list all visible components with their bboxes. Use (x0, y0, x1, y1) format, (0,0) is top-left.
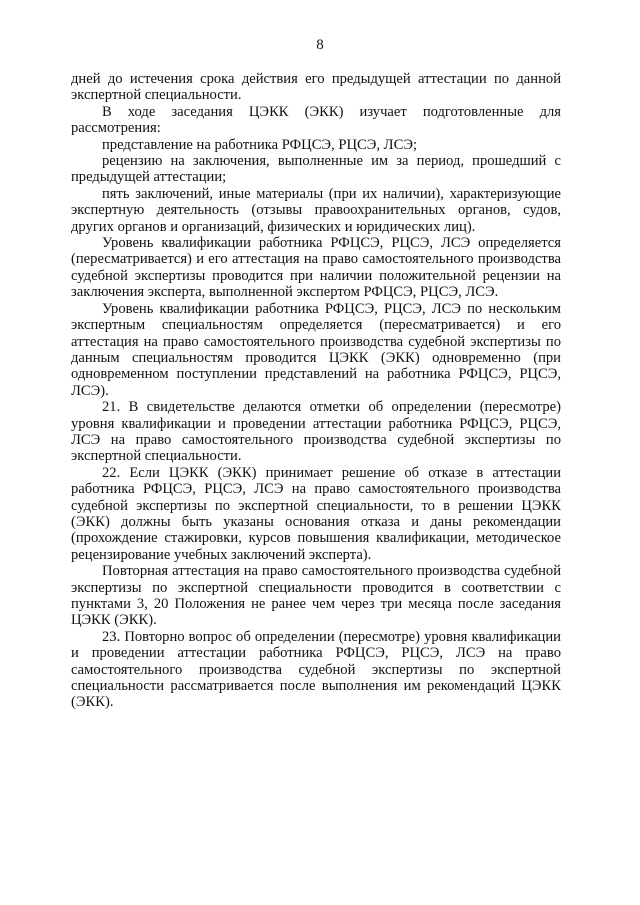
clause-23: 23. Повторно вопрос об определении (пересмотре) уровня квалификации и проведении аттестации работника РФЦСЭ, РЦСЭ, ЛСЭ на право самостоятельного производства судебной экспертизы по экспертной специальности рассматривается после выполнения им рекомендаций ЦЭКК (ЭКК). (71, 628, 561, 711)
paragraph-qualification-level: Уровень квалификации работника РФЦСЭ, РЦСЭ, ЛСЭ определяется (пересматривается) и его аттестация на право самостоятельного производства судебной экспертизы проводится при наличии положительной рецензии на заключения эксперта, выполненной экспертом РФЦСЭ, РЦСЭ, ЛСЭ. (71, 235, 561, 301)
list-item-conclusions: пять заключений, иные материалы (при их наличии), характеризующие экспертную деятельность (отзывы правоохранительных органов, судов, других органов и организаций, физических и юридических лиц). (71, 185, 561, 235)
paragraph-review-intro: В ходе заседания ЦЭКК (ЭКК) изучает подготовленные для рассмотрения: (71, 103, 561, 137)
list-item-submission: представление на работника РФЦСЭ, РЦСЭ, ЛСЭ; (102, 136, 418, 153)
paragraph-continuation: дней до истечения срока действия его предыдущей аттестации по данной экспертной специальности. (71, 71, 561, 104)
clause-21: 21. В свидетельстве делаются отметки об определении (пересмотре) уровня квалификации и проведении аттестации работника РФЦСЭ, РЦСЭ, ЛСЭ на право самостоятельного производства судебной экспертизы по экспертной специальности. (71, 399, 561, 465)
paragraph-multiple-specialties: Уровень квалификации работника РФЦСЭ, РЦСЭ, ЛСЭ по нескольким экспертным специальностям определяется (пересматривается) и его аттестация на право самостоятельного производства судебной экспертизы по данным специальностям проводится ЦЭКК (ЭКК) одновременно (при одновременном поступлении представлений на работника РФЦСЭ, РЦСЭ, ЛСЭ). (71, 300, 561, 399)
document-body (71, 71, 561, 711)
paragraph-repeat-attestation: Повторная аттестация на право самостоятельного производства судебной экспертизы по экспертной специальности проводится в соответствии с пунктами 3, 20 Положения не ранее чем через три месяца после заседания ЦЭКК (ЭКК). (71, 563, 561, 629)
clause-22: 22. Если ЦЭКК (ЭКК) принимает решение об отказе в аттестации работника РФЦСЭ, РЦСЭ, ЛСЭ на право самостоятельного производства судебной экспертизы по экспертной специальности, то в решении ЦЭКК (ЭКК) должны быть указаны основания отказа и даны рекомендации (прохождение стажировки, курсов повышения квалификации, методическое рецензирование учебных заключений эксперта). (71, 464, 561, 563)
page-number: 8 (316, 37, 324, 53)
list-item-review: рецензию на заключения, выполненные им за период, прошедший с предыдущей аттестации; (71, 153, 561, 186)
